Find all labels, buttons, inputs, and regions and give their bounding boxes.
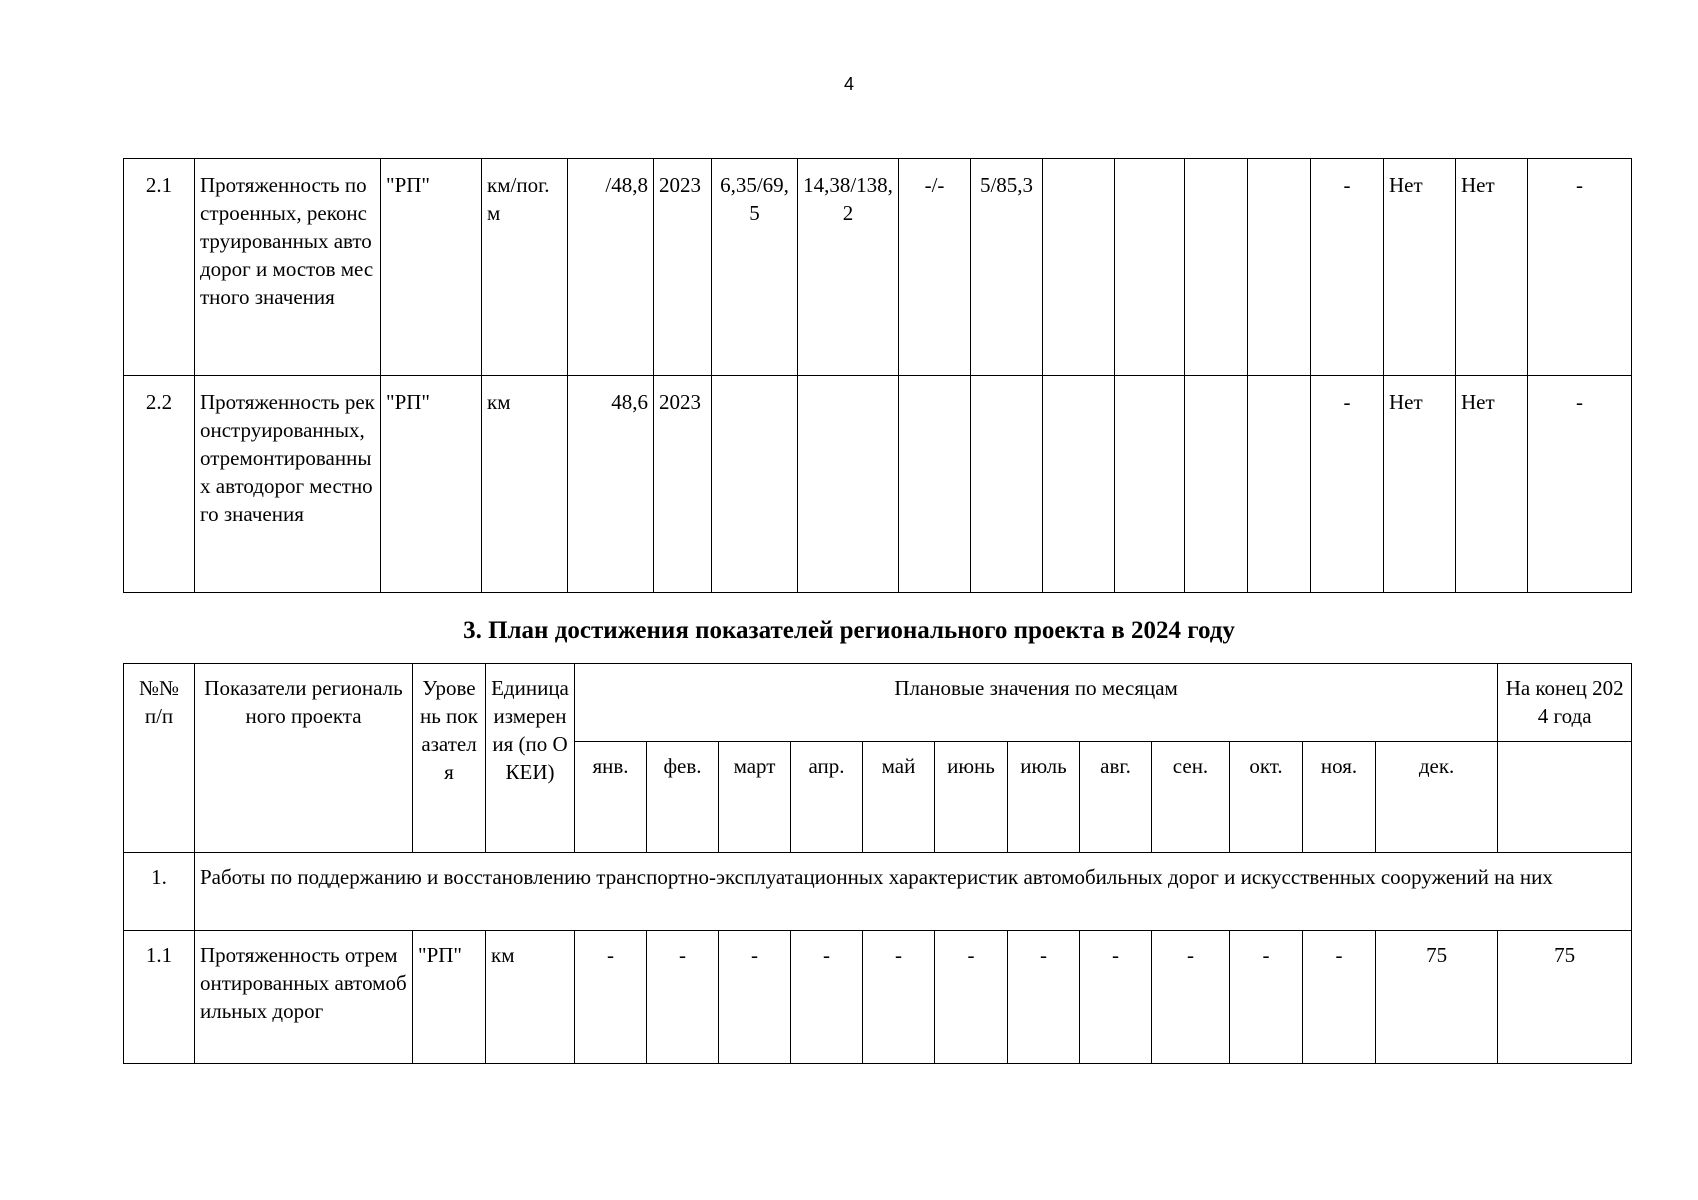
- value-cell: [1115, 159, 1185, 376]
- base-value: /48,8: [568, 159, 654, 376]
- value-cell: [1248, 159, 1311, 376]
- value-cell: 6,35/69,5: [712, 159, 798, 376]
- header-month: ноя.: [1303, 742, 1376, 853]
- base-year: 2023: [654, 376, 712, 593]
- header-year-end-empty: [1498, 742, 1632, 853]
- header-month: сен.: [1152, 742, 1230, 853]
- value-cell: [971, 376, 1043, 593]
- value-cell: [899, 376, 971, 593]
- month-value: -: [863, 931, 935, 1064]
- table-row: [124, 931, 1632, 1064]
- table-row: [124, 376, 1632, 593]
- month-value: 75: [1376, 931, 1498, 1064]
- section-title: 3. План достижения показателей регионального проекта в 2024 году: [463, 617, 1235, 644]
- value-cell: [798, 376, 899, 593]
- indicator-level: "РП": [381, 376, 482, 593]
- indicators-table-continued: [123, 158, 1632, 593]
- header-level: Уровень показателя: [413, 664, 486, 853]
- table-row: [124, 159, 1632, 376]
- row-number: 2.2: [124, 376, 195, 593]
- value-cell: -: [1311, 376, 1384, 593]
- indicator-unit: км: [482, 376, 568, 593]
- month-value: -: [1080, 931, 1152, 1064]
- base-year: 2023: [654, 159, 712, 376]
- indicator-level: "РП": [413, 931, 486, 1064]
- indicator-name: Протяженность построенных, реконструированных автодорог и мостов местного значения: [195, 159, 381, 376]
- value-cell: -/-: [899, 159, 971, 376]
- section-row: [124, 853, 1632, 931]
- month-value: -: [575, 931, 647, 1064]
- row-number: 1.1: [124, 931, 195, 1064]
- value-cell: Нет: [1384, 376, 1456, 593]
- header-indicator: Показатели регионального проекта: [195, 664, 413, 853]
- header-row: [124, 664, 1632, 742]
- indicator-name: Протяженность реконструированных, отремонтированных автодорог местного значения: [195, 376, 381, 593]
- header-month: янв.: [575, 742, 647, 853]
- header-month: фев.: [647, 742, 719, 853]
- indicator-unit: км/пог. м: [482, 159, 568, 376]
- row-number: 2.1: [124, 159, 195, 376]
- value-cell: [1185, 159, 1248, 376]
- year-end-value: 75: [1498, 931, 1632, 1064]
- page-number: 4: [843, 74, 854, 94]
- value-cell: Нет: [1384, 159, 1456, 376]
- value-cell: 5/85,3: [971, 159, 1043, 376]
- value-cell: [1248, 376, 1311, 593]
- month-value: -: [1008, 931, 1080, 1064]
- header-month: июль: [1008, 742, 1080, 853]
- month-value: -: [647, 931, 719, 1064]
- value-cell: [1185, 376, 1248, 593]
- month-value: -: [719, 931, 791, 1064]
- value-cell: -: [1528, 376, 1632, 593]
- month-value: -: [1303, 931, 1376, 1064]
- value-cell: [1043, 376, 1115, 593]
- month-value: -: [935, 931, 1008, 1064]
- indicator-unit: км: [486, 931, 575, 1064]
- value-cell: Нет: [1456, 159, 1528, 376]
- header-month: апр.: [791, 742, 863, 853]
- month-value: -: [1230, 931, 1303, 1064]
- value-cell: Нет: [1456, 376, 1528, 593]
- header-month: дек.: [1376, 742, 1498, 853]
- value-cell: 14,38/138,2: [798, 159, 899, 376]
- section-text: Работы по поддержанию и восстановлению транспортно-эксплуатационных характеристик автомобильных дорог и искусственных сооружений на них: [195, 853, 1632, 931]
- plan-table: [123, 663, 1632, 1064]
- indicator-name: Протяженность отремонтированных автомобильных дорог: [195, 931, 413, 1064]
- value-cell: [1043, 159, 1115, 376]
- base-value: 48,6: [568, 376, 654, 593]
- month-value: -: [791, 931, 863, 1064]
- header-monthly: Плановые значения по месяцам: [575, 664, 1498, 742]
- value-cell: -: [1528, 159, 1632, 376]
- value-cell: [1115, 376, 1185, 593]
- header-month: июнь: [935, 742, 1008, 853]
- header-year-end: На конец 2024 года: [1498, 664, 1632, 742]
- header-month: май: [863, 742, 935, 853]
- header-month: авг.: [1080, 742, 1152, 853]
- header-unit: Единица измерения (по ОКЕИ): [486, 664, 575, 853]
- value-cell: -: [1311, 159, 1384, 376]
- section-num: 1.: [124, 853, 195, 931]
- header-month: март: [719, 742, 791, 853]
- month-value: -: [1152, 931, 1230, 1064]
- header-num: №№ п/п: [124, 664, 195, 853]
- indicator-level: "РП": [381, 159, 482, 376]
- value-cell: [712, 376, 798, 593]
- header-month: окт.: [1230, 742, 1303, 853]
